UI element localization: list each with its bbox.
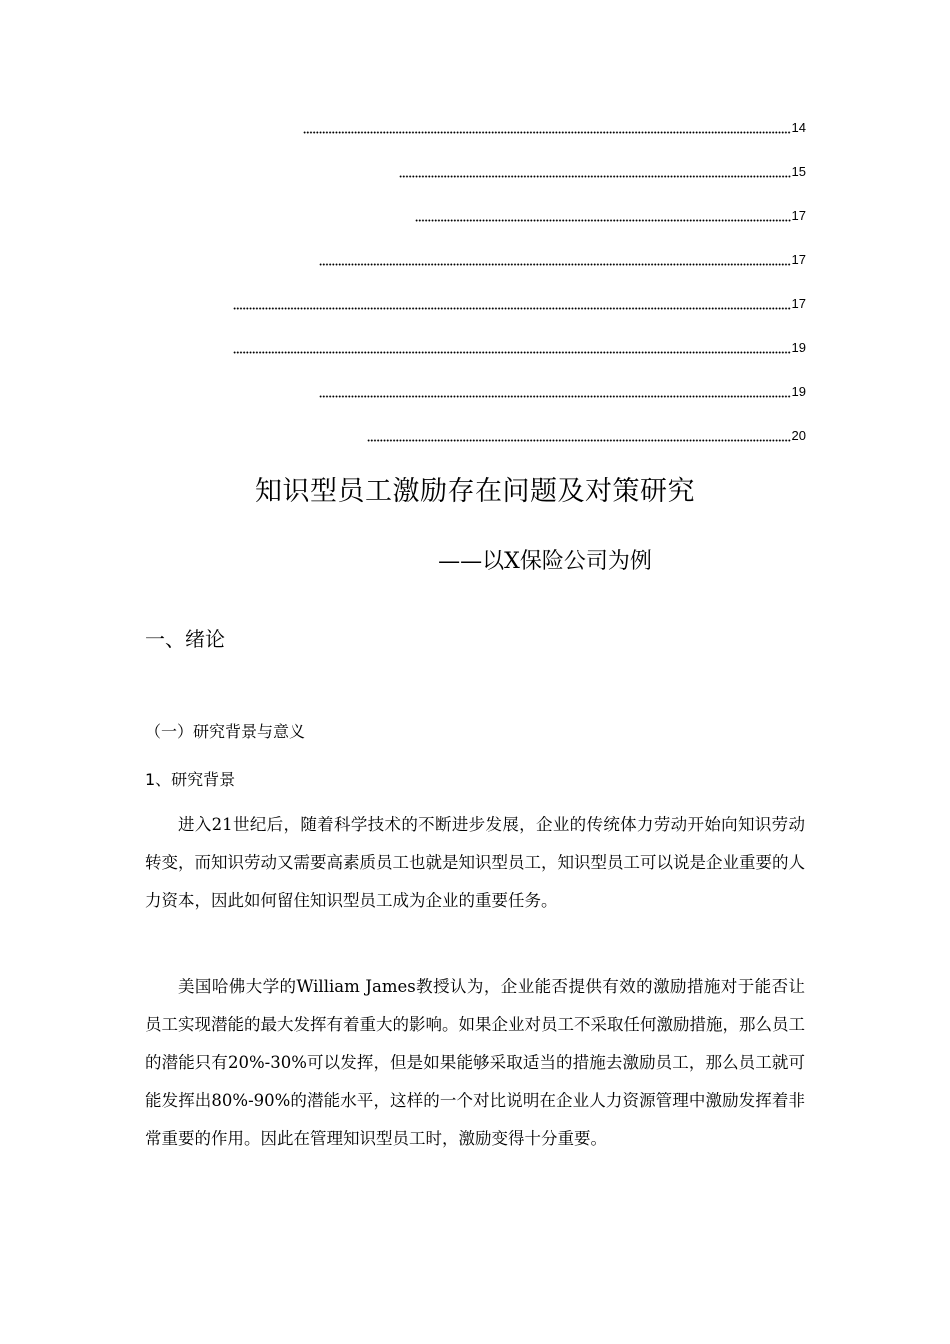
toc-page-number: 17 [791, 208, 806, 223]
toc-entry[interactable] [415, 207, 806, 225]
toc-entry[interactable] [367, 427, 806, 445]
toc-page-number: 14 [791, 120, 806, 135]
toc-entry[interactable] [319, 251, 806, 269]
toc-leader-dots [415, 210, 791, 222]
document-subtitle: ——以X保险公司为例 [438, 549, 652, 574]
toc-entry[interactable] [233, 339, 806, 357]
toc-page-number: 19 [791, 340, 806, 355]
body-paragraph: 进入21世纪后，随着科学技术的不断进步发展，企业的传统体力劳动开始向知识劳动转变，而知识劳动又需要高素质员工也就是知识型员工，知识型员工可以说是企业重要的人力资本，因此如何留住知识型员工成为企业的重要任务。 [145, 815, 805, 910]
toc-leader-dots [319, 254, 791, 266]
toc-leader-dots [319, 386, 791, 398]
subsection-heading: （一）研究背景与意义 [145, 722, 306, 741]
toc-leader-dots [233, 298, 791, 310]
toc-page-number: 15 [791, 164, 806, 179]
subsubsection-heading: 1、研究背景 [145, 770, 236, 789]
toc-page-number: 17 [791, 296, 806, 311]
toc-page-number: 17 [791, 252, 806, 267]
toc-page-number: 19 [791, 384, 806, 399]
toc-entry[interactable] [319, 383, 806, 401]
toc-leader-dots [303, 122, 791, 134]
toc-leader-dots [233, 342, 791, 354]
toc-entry[interactable] [399, 163, 806, 181]
toc-entry[interactable] [233, 295, 806, 313]
toc-page-number: 20 [791, 428, 806, 443]
document-title: 知识型员工激励存在问题及对策研究 [255, 476, 695, 507]
toc-entry[interactable] [303, 119, 806, 137]
toc-leader-dots [399, 166, 791, 178]
section-heading: 一、绪论 [145, 627, 225, 651]
toc-leader-dots [367, 430, 791, 442]
body-paragraph: 美国哈佛大学的William James教授认为，企业能否提供有效的激励措施对于能否让员工实现潜能的最大发挥有着重大的影响。如果企业对员工不采取任何激励措施，那么员工的潜能只有20%-30%可以发挥，但是如果能够采取适当的措施去激励员工，那么员工就可能发挥出80%-90%的潜能水平，这样的一个对比说明在企业人力资源管理中激励发挥着非常重要的作用。因此在管理知识型员工时，激励变得十分重要。 [145, 977, 805, 1148]
